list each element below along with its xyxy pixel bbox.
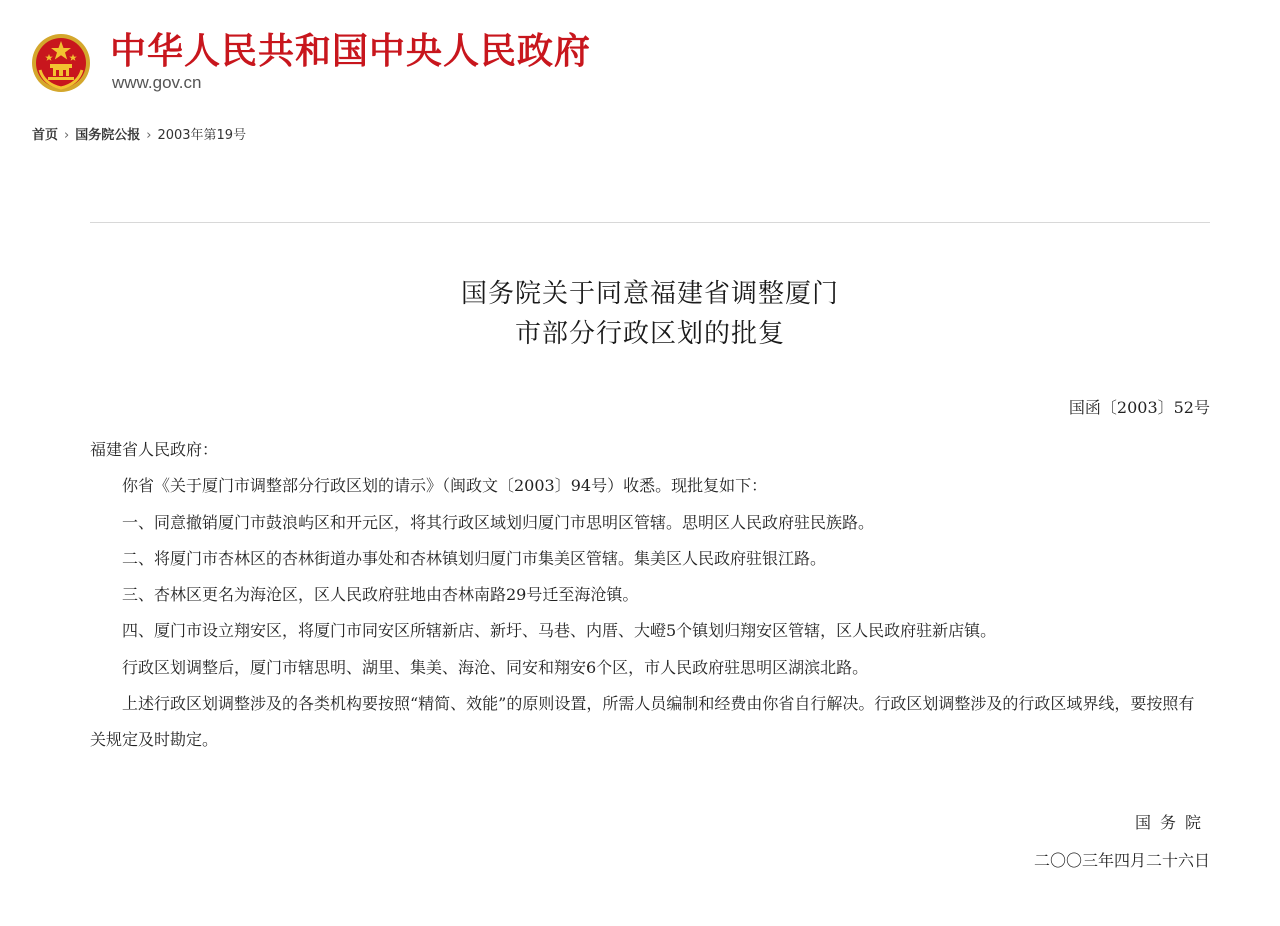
document-paragraph: 上述行政区划调整涉及的各类机构要按照“精简、效能”的原则设置，所需人员编制和经费由你省自行解决。行政区划调整涉及的行政区域界线，要按照有关规定及时勘定。 (90, 694, 1195, 750)
national-emblem-icon[interactable] (30, 32, 92, 94)
site-header (30, 28, 730, 98)
breadcrumb-home-link[interactable]: 首页 (32, 128, 59, 143)
document-paragraph: 三、杏林区更名为海沧区，区人民政府驻地由杏林南路29号迁至海沧镇。 (122, 585, 639, 605)
document-title-line-2: 市部分行政区划的批复 (514, 319, 785, 349)
document-body (90, 432, 1210, 759)
document-paragraph: 二、将厦门市杏林区的杏林街道办事处和杏林镇划归厦门市集美区管辖。集美区人民政府驻银江路。 (122, 548, 827, 568)
document-number: 国函〔2003〕52号 (1068, 398, 1210, 417)
document-title-line-1: 国务院关于同意福建省调整厦门 (460, 279, 839, 309)
document-paragraph: 一、同意撤销厦门市鼓浪屿区和开元区，将其行政区域划归厦门市思明区管辖。思明区人民政府驻民族路。 (122, 512, 875, 532)
breadcrumb-issue-link[interactable]: 2003年第19号 (157, 128, 247, 143)
site-url[interactable]: www.gov.cn (112, 73, 202, 92)
breadcrumb (32, 126, 246, 146)
document-paragraph: 四、厦门市设立翔安区，将厦门市同安区所辖新店、新圩、马巷、内厝、大嶝5个镇划归翔安区管辖，区人民政府驻新店镇。 (122, 621, 997, 641)
signature-organization: 国务院 (1134, 813, 1210, 832)
signature-date: 二〇〇三年四月二十六日 (1033, 851, 1210, 870)
document-paragraph: 行政区划调整后，厦门市辖思明、湖里、集美、海沧、同安和翔安6个区，市人民政府驻思明区湖滨北路。 (122, 657, 869, 677)
breadcrumb-separator-icon: › (146, 128, 152, 143)
breadcrumb-bulletin-link[interactable]: 国务院公报 (75, 128, 141, 143)
document-title (90, 274, 1210, 354)
document-paragraph: 你省《关于厦门市调整部分行政区划的请示》（闽政文〔2003〕94号）收悉。现批复如下： (122, 476, 768, 496)
document-addressee: 福建省人民政府： (90, 440, 219, 459)
breadcrumb-separator-icon: › (64, 128, 70, 143)
site-title[interactable]: 中华人民共和国中央人民政府 (110, 31, 592, 72)
content-divider (90, 222, 1210, 223)
